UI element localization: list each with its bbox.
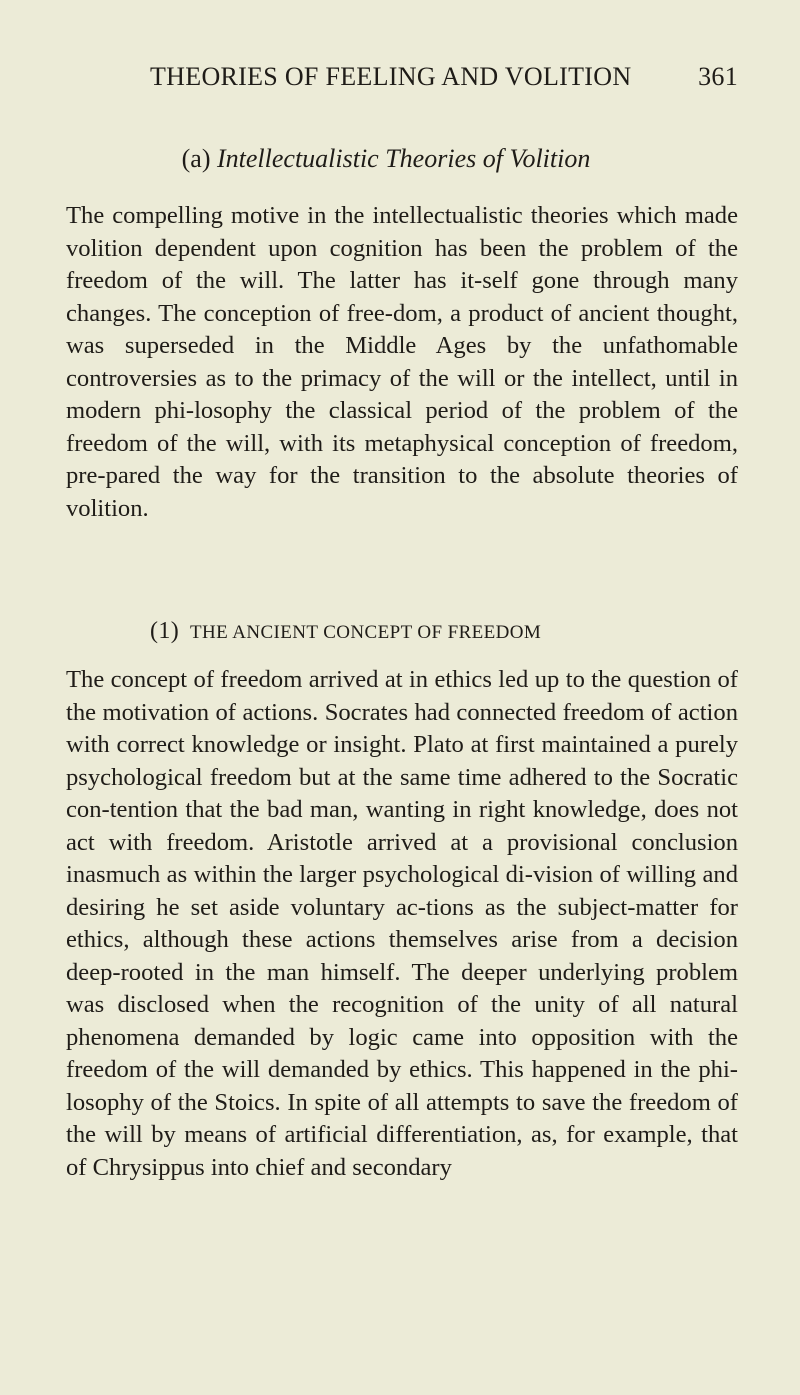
running-head	[66, 62, 738, 96]
paragraph-intellectualistic-theories: The compelling motive in the intellectualistic theories which made volition dependent upon cognition has been the problem of the freedom of the will. The latter has it-self gone through many changes. The conception of free-dom, a product of ancient thought, was superseded in the Middle Ages by the unfathomable controversies as to the primacy of the will or the intellect, until in modern phi-losophy the classical period of the problem of the freedom of the will, with its metaphysical conception of freedom, pre-pared the way for the transition to the absolute theories of volition.	[66, 202, 738, 522]
subsection-number: (1)	[150, 618, 180, 644]
section-title: Intellectualistic Theories of Volition	[217, 144, 591, 173]
page-number: 361	[698, 62, 738, 91]
section-heading	[66, 144, 706, 174]
paragraph-ancient-concept-of-freedom: The concept of freedom arrived at in ethics led up to the question of the motivation of actions. Socrates had connected freedom of action with correct knowledge or insight. Plato at first maintained a purely psychological freedom but at the same time adhered to the Socratic con-tention that the bad man, wanting in right knowledge, does not act with freedom. Aristotle arrived at a provisional conclusion inasmuch as within the larger psychological di-vision of willing and desiring he set aside voluntary ac-tions as the subject-matter for ethics, although these actions themselves arise from a decision deep-rooted in the man himself. The deeper underlying problem was disclosed when the recognition of the unity of all natural phenomena demanded by logic came into opposition with the freedom of the will demanded by ethics. This happened in the phi-losophy of the Stoics. In spite of all attempts to save the freedom of the will by means of artificial differentiation, as, for example, that of Chrysippus into chief and secondary	[66, 666, 738, 1181]
subsection-heading	[150, 618, 541, 645]
section-label: (a)	[181, 144, 211, 173]
subsection-title: THE ANCIENT CONCEPT OF FREEDOM	[190, 622, 542, 643]
running-title: THEORIES OF FEELING AND VOLITION	[150, 62, 632, 91]
